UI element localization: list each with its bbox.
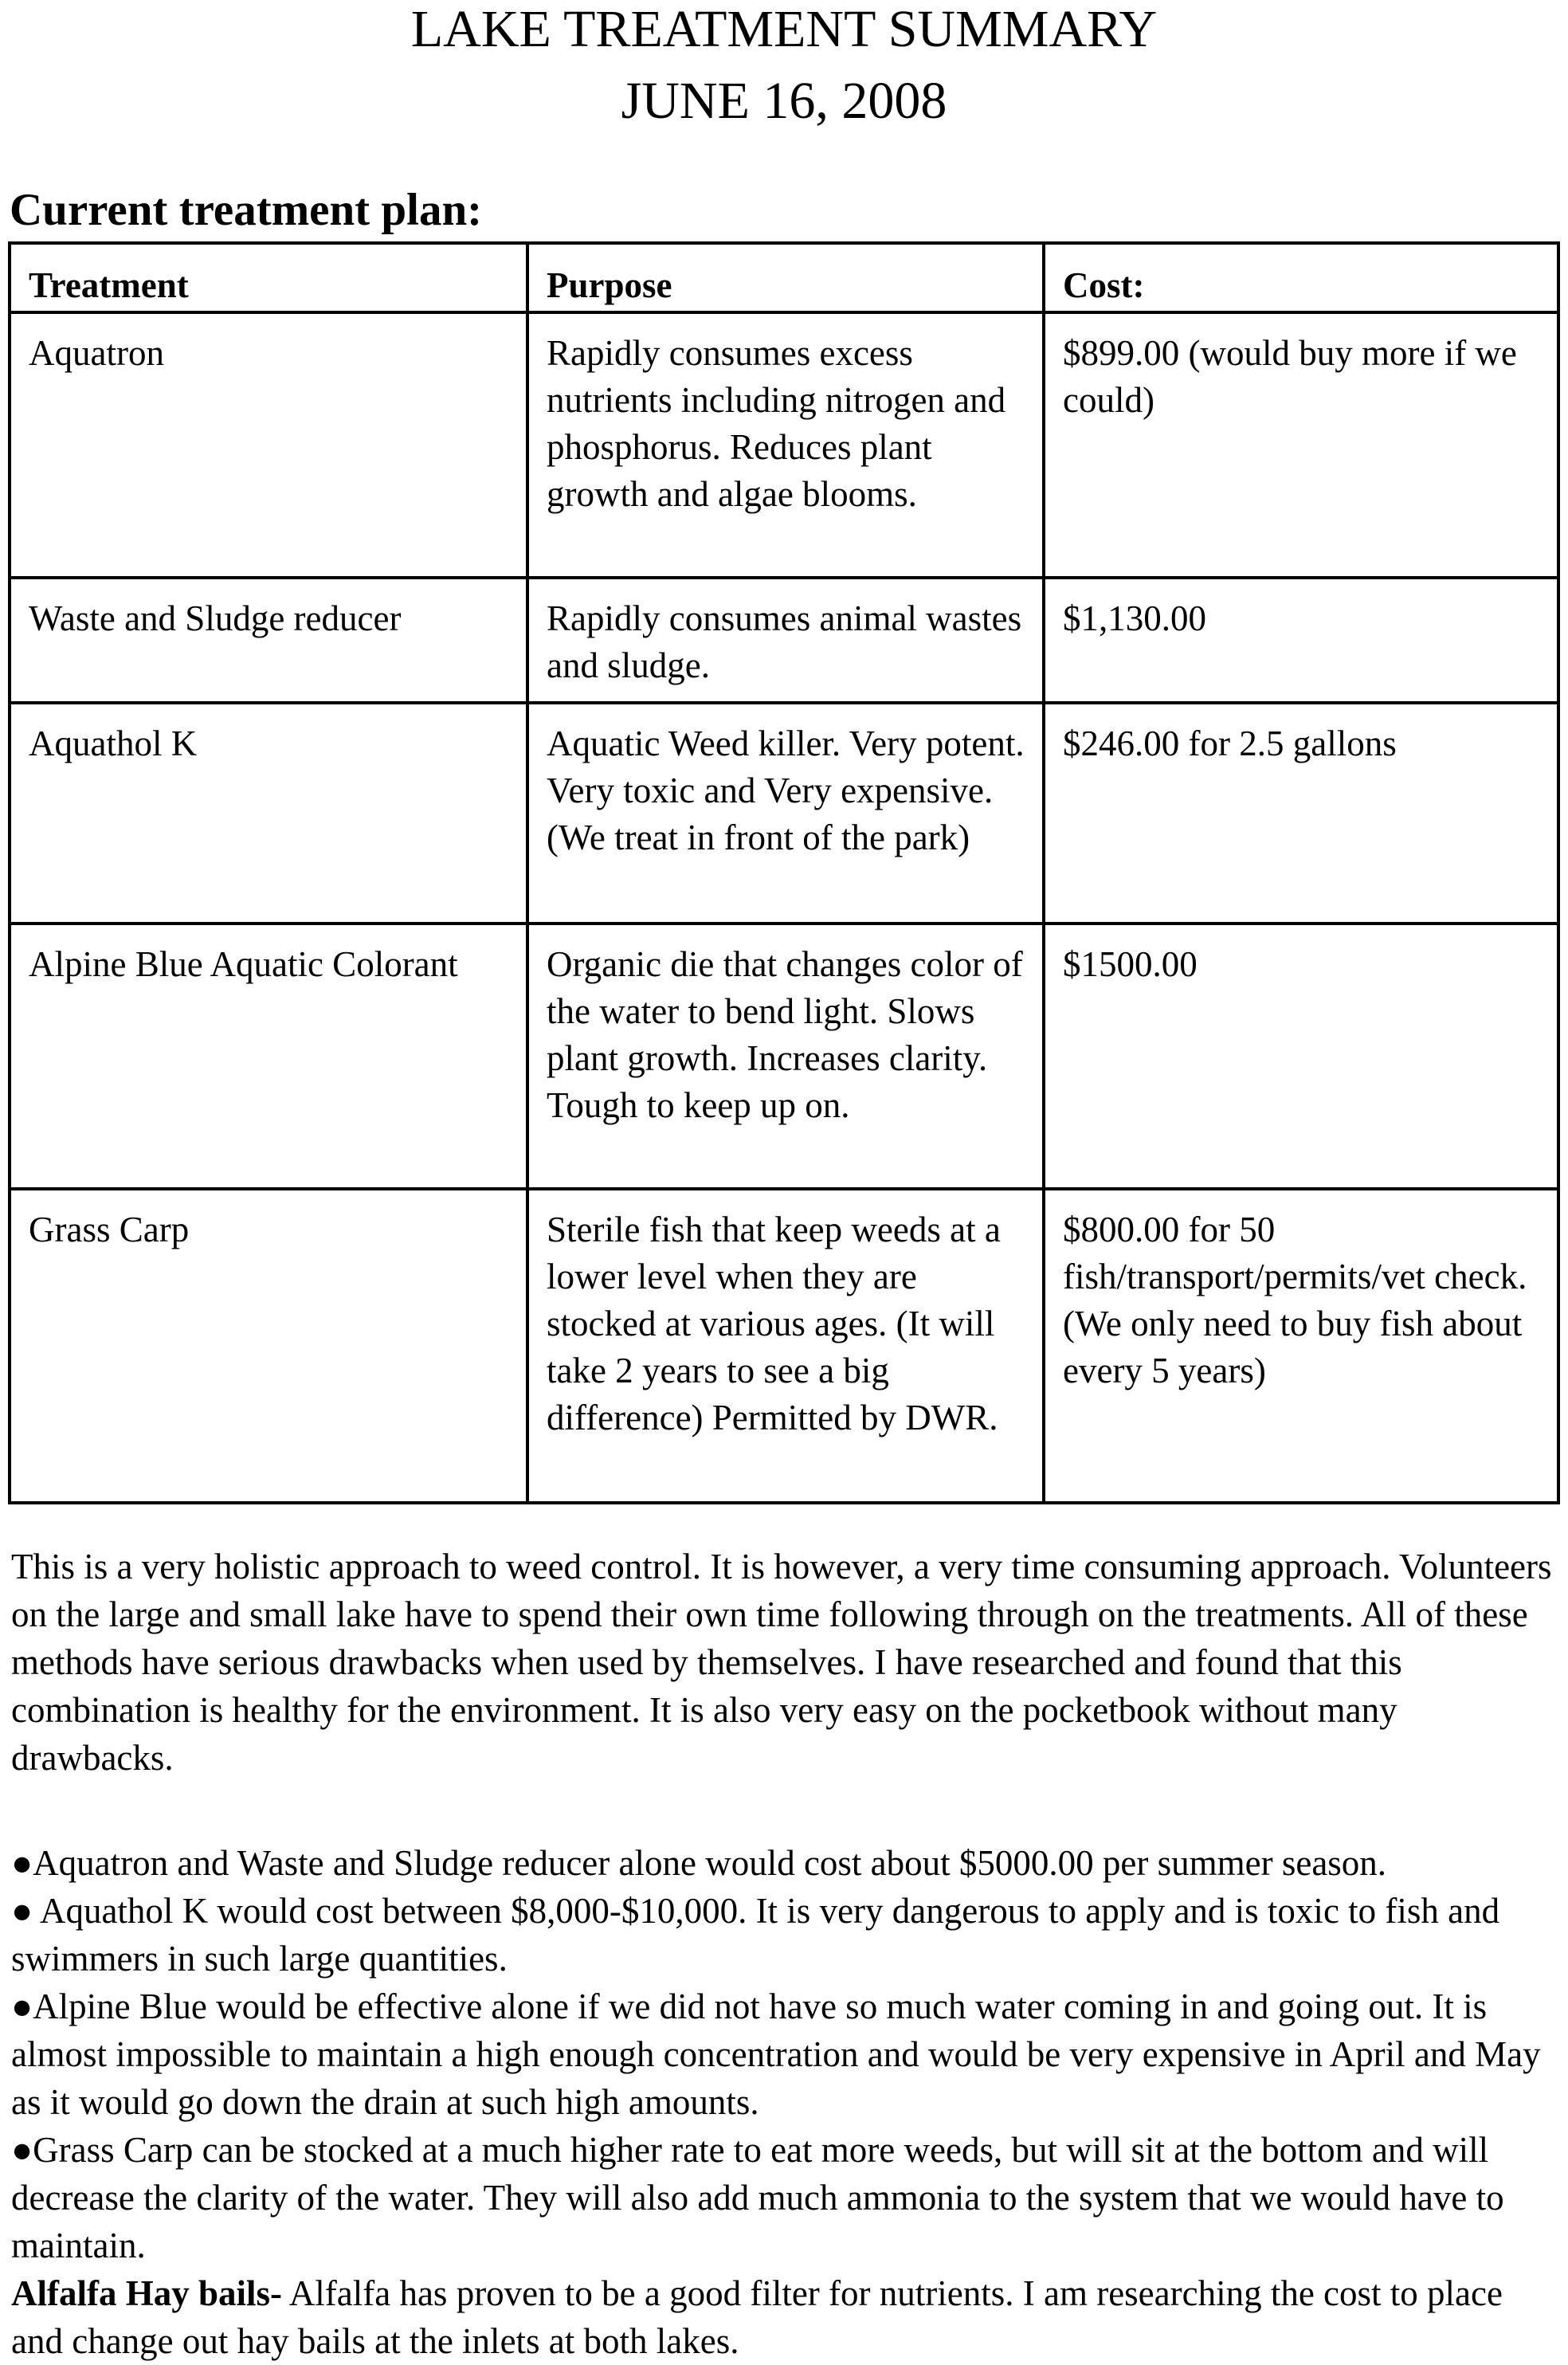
treatment-cell: Alpine Blue Aquatic Colorant [10, 924, 527, 1189]
document-date: JUNE 16, 2008 [621, 72, 947, 130]
alfalfa-lead: Alfalfa Hay bails- [11, 2273, 283, 2313]
treatment-cell: Grass Carp [10, 1189, 527, 1503]
purpose-cell: Aquatic Weed killer. Very potent. Very toxic and Very expensive. (We treat in front of the park) [527, 703, 1044, 924]
column-header-purpose: Purpose [527, 243, 1044, 312]
alfalfa-paragraph [11, 2269, 1561, 2365]
body-text [11, 1543, 1561, 2365]
alfalfa-text: Alfalfa has proven to be a good filter for nutrients. I am researching the cost to place and change out hay bails at the inlets at both lakes. [11, 2273, 1503, 2361]
cost-cell: $1,130.00 [1044, 578, 1558, 703]
column-header-treatment: Treatment [10, 243, 527, 312]
table-row [10, 312, 1558, 578]
table-row [10, 703, 1558, 924]
purpose-cell: Rapidly consumes animal wastes and sludge. [527, 578, 1044, 703]
cost-cell: $899.00 (would buy more if we could) [1044, 312, 1558, 578]
table-row [10, 924, 1558, 1189]
treatment-cell: Waste and Sludge reducer [10, 578, 527, 703]
document-title: LAKE TREATMENT SUMMARY [410, 0, 1158, 58]
summary-paragraph: This is a very holistic approach to weed control. It is however, a very time consuming approach. Volunteers on the large and small lake have to spend their own time following through on the treatments. All of these methods have serious drawbacks when used by themselves. I have researched and found that this combination is healthy for the environment. It is also very easy on the pocketbook without many drawbacks. [11, 1547, 1552, 1778]
table-row [10, 1189, 1558, 1503]
treatment-table [8, 241, 1560, 1504]
purpose-cell: Organic die that changes color of the water to bend light. Slows plant growth. Increases clarity. Tough to keep up on. [527, 924, 1044, 1189]
bullet-item: ●Aquatron and Waste and Sludge reducer alone would cost about $5000.00 per summer season. [11, 1843, 1387, 1883]
table-header-row [10, 243, 1558, 312]
cost-cell: $800.00 for 50 fish/transport/permits/vet check. (We only need to buy fish about every 5 years) [1044, 1189, 1558, 1503]
plan-heading: Current treatment plan: [10, 185, 483, 235]
treatment-cell: Aquathol K [10, 703, 527, 924]
treatment-cell: Aquatron [10, 312, 527, 578]
cost-cell: $1500.00 [1044, 924, 1558, 1189]
table-row [10, 578, 1558, 703]
bullet-item: ● Aquathol K would cost between $8,000-$10,000. It is very dangerous to apply and is toxic to fish and swimmers in such large quantities. [11, 1891, 1500, 1979]
cost-cell: $246.00 for 2.5 gallons [1044, 703, 1558, 924]
bullet-item: ●Grass Carp can be stocked at a much higher rate to eat more weeds, but will sit at the bottom and will decrease the clarity of the water. They will also add much ammonia to the system that we would have to maintain. [11, 2130, 1504, 2265]
purpose-cell: Sterile fish that keep weeds at a lower level when they are stocked at various ages. (It will take 2 years to see a big difference) Permitted by DWR. [527, 1189, 1044, 1503]
column-header-cost: Cost: [1044, 243, 1558, 312]
bullet-item: ●Alpine Blue would be effective alone if we did not have so much water coming in and going out. It is almost impossible to maintain a high enough concentration and would be very expensive in April and May as it would go down the drain at such high amounts. [11, 1987, 1541, 2122]
purpose-cell: Rapidly consumes excess nutrients including nitrogen and phosphorus. Reduces plant growth and algae blooms. [527, 312, 1044, 578]
